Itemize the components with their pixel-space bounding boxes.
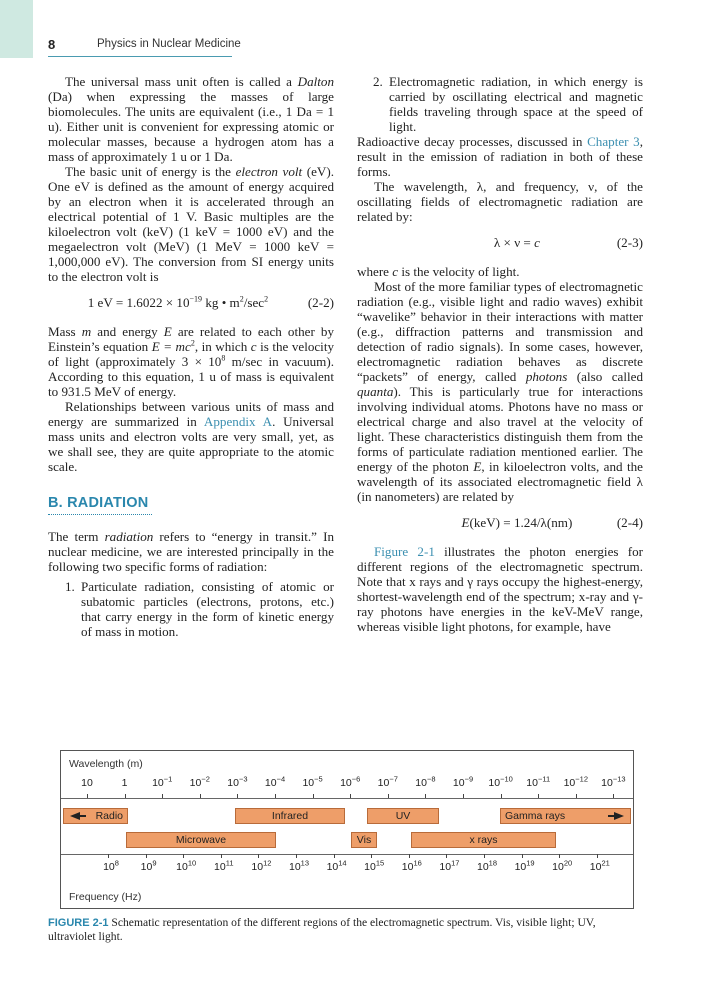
frequency-tick-mark	[371, 854, 372, 858]
band-uv: UV	[367, 808, 439, 824]
equation-2-2: 1 eV = $1.6022 \times 10^{-19}$ kg • $m^2/\sec^2$ (2-2)	[87, 294, 334, 310]
wavelength-tick-mark	[463, 794, 464, 798]
radiation-list-continued	[357, 74, 643, 134]
band-infrared: Infrared	[235, 808, 345, 824]
frequency-tick-label: $10^{11}$	[214, 858, 234, 873]
wavelength-tick-label: 1	[121, 777, 128, 789]
frequency-tick-mark	[559, 854, 560, 858]
wavelength-tick-label: $10^{-8}$	[415, 774, 436, 789]
frequency-axis-label: Frequency (Hz)	[69, 891, 142, 903]
wavelength-tick-label: $10^{-7}$	[377, 774, 398, 789]
running-head: Physics in Nuclear Medicine	[97, 38, 241, 50]
frequency-tick-label: $10^{12}$	[251, 858, 272, 873]
wavelength-tick-mark	[388, 794, 389, 798]
frequency-tick-label: $10^{15}$	[364, 858, 385, 873]
paragraph-electron-volt: The basic unit of energy is the electron volt (eV). One eV is defined as the amount of energy acquired by an electron when it is accelerated through an electrical potential of 1 V. Basic multiples are the kiloelectron volt (keV) (1 keV = 1000 eV) and the megaelectron volt (MeV) (1 MeV = 1000 keV = 1,000,000 eV). The conversion from SI energy units to the electron volt is	[48, 164, 334, 284]
band-x-rays: x rays	[411, 832, 556, 848]
paragraph-velocity: where c is the velocity of light.	[357, 264, 520, 279]
frequency-tick-mark	[258, 854, 259, 858]
appendix-a-link[interactable]: Appendix A	[203, 414, 273, 429]
paragraph-radiation: The term radiation refers to “energy in transit.” In nuclear medicine, we are interested principally in the following two specific forms of radiation:	[48, 529, 334, 574]
wavelength-tick-label: $10^{-10}$	[488, 774, 513, 789]
list-item: 1. Particulate radiation, consisting of atomic or subatomic particles (electrons, protons, etc.) that carry energy in the form of kinetic energy of mass in motion.	[65, 579, 334, 639]
equation-2-4: E(keV) = 1.24/λ(nm) (2-4)	[461, 515, 643, 530]
frequency-tick-label: $10^9$	[140, 858, 157, 873]
frequency-tick-mark	[522, 854, 523, 858]
band-gamma-rays: Gamma rays	[500, 808, 631, 824]
right-column	[357, 74, 643, 634]
left-column	[48, 74, 334, 639]
wavelength-tick-mark	[275, 794, 276, 798]
caption-text: Schematic representation of the different regions of the electromagnetic spectrum. Vis, visible light; UV, ultraviolet light.	[48, 916, 596, 943]
wavelength-tick-label: $10^{-11}$	[526, 774, 551, 789]
frequency-tick-mark	[296, 854, 297, 858]
wavelength-tick-mark	[237, 794, 238, 798]
paragraph-wavelength: The wavelength, λ, and frequency, ν, of the oscillating fields of electromagnetic radiation are related by:	[357, 179, 643, 224]
paragraph-figure-ref: Figure 2-1 illustrates the photon energies for different regions of the electromagnetic spectrum. Note that x rays and γ rays occupy the highest-energy, shortest-wavelength end of the spectrum; x-ray and γ-ray photons have energies in the keV-MeV range, whereas visible light photons, for example, have	[357, 544, 643, 634]
section-heading-radiation: B. RADIATION	[48, 495, 149, 511]
frequency-tick-mark	[108, 854, 109, 858]
wavelength-tick-mark	[425, 794, 426, 798]
wavelength-tick-mark	[613, 794, 614, 798]
paragraph-relationships: Relationships between various units of mass and energy are summarized in Appendix A. Universal mass units and electron volts are very small, yet, as we shall see, they are quite appropriate to the atomic scale.	[48, 399, 335, 474]
wavelength-tick-mark	[313, 794, 314, 798]
frequency-tick-label: $10^{13}$	[288, 858, 310, 873]
wavelength-tick-mark	[501, 794, 502, 798]
frequency-tick-label: $10^{19}$	[514, 858, 535, 873]
list-item: 2. Electromagnetic radiation, in which energy is carried by oscillating electrical and magnetic fields traveling through space at the speed of light.	[373, 74, 643, 134]
frequency-axis-line	[61, 854, 633, 855]
frequency-tick-mark	[484, 854, 485, 858]
frequency-tick-mark	[183, 854, 184, 858]
band-radio: Radio	[63, 808, 128, 824]
frequency-tick-mark	[221, 854, 222, 858]
chapter-3-link[interactable]: Chapter 3	[587, 134, 640, 149]
figure-caption	[48, 916, 644, 944]
chapter-tab	[0, 0, 33, 58]
wavelength-axis-line	[61, 798, 633, 799]
wavelength-tick-label: $10^{-3}$	[227, 774, 248, 789]
frequency-tick-mark	[597, 854, 598, 858]
wavelength-tick-label: $10^{-1}$	[152, 774, 173, 789]
wavelength-tick-mark	[125, 794, 126, 798]
wavelength-tick-label: $10^{-6}$	[340, 774, 361, 789]
section-rule	[48, 514, 152, 515]
wavelength-tick-label: 10	[81, 777, 93, 789]
band-microwave: Microwave	[126, 832, 276, 848]
wavelength-tick-mark	[538, 794, 539, 798]
frequency-tick-label: $10^{10}$	[176, 858, 197, 873]
frequency-tick-label: $10^{17}$	[439, 858, 460, 873]
wavelength-tick-label: $10^{-4}$	[264, 774, 286, 789]
wavelength-tick-mark	[87, 794, 88, 798]
wavelength-tick-mark	[350, 794, 351, 798]
wavelength-axis-label: Wavelength (m)	[69, 758, 143, 770]
page-number: 8	[48, 37, 56, 52]
frequency-tick-label: $10^{18}$	[476, 858, 498, 873]
frequency-tick-mark	[446, 854, 447, 858]
header-rule	[48, 56, 232, 57]
frequency-tick-label: $10^{20}$	[552, 858, 573, 873]
wavelength-tick-label: $10^{-13}$	[601, 774, 626, 789]
wavelength-tick-label: $10^{-2}$	[189, 774, 210, 789]
wavelength-tick-label: $10^{-12}$	[563, 774, 589, 789]
frequency-tick-label: $10^8$	[103, 858, 119, 873]
wavelength-tick-label: $10^{-5}$	[302, 774, 323, 789]
wavelength-tick-mark	[162, 794, 163, 798]
wavelength-tick-mark	[576, 794, 577, 798]
band-vis: Vis	[351, 832, 377, 848]
frequency-tick-mark	[334, 854, 335, 858]
figure-2-1-link[interactable]: Figure 2-1	[374, 544, 435, 559]
paragraph-decay: Radioactive decay processes, discussed in Chapter 3, result in the emission of radiation in both of these forms.	[357, 134, 643, 179]
radiation-list	[48, 579, 334, 639]
caption-label: FIGURE 2-1	[48, 917, 109, 929]
frequency-tick-mark	[146, 854, 147, 858]
paragraph-einstein: Mass m and energy E are related to each other by Einstein’s equation $E = mc^2$, in which c is the velocity of light (approximately $3 \times 10^8$ m/sec in vacuum). According to this equation, 1 u of mass is equivalent to 931.5 MeV of energy.	[48, 324, 335, 399]
frequency-tick-label: $10^{14}$	[326, 858, 347, 873]
equation-2-3: λ × ν = c (2-3)	[493, 235, 643, 250]
frequency-tick-mark	[409, 854, 410, 858]
wavelength-tick-mark	[200, 794, 201, 798]
frequency-tick-label: $10^{16}$	[401, 858, 422, 873]
wavelength-tick-label: $10^{-9}$	[452, 774, 474, 789]
frequency-tick-label: $10^{21}$	[589, 858, 610, 873]
spectrum-figure	[60, 750, 634, 909]
paragraph-dalton: The universal mass unit often is called a Dalton (Da) when expressing the masses of large biomolecules. The units are equivalent (i.e., 1 Da = 1 u). Either unit is convenient for expressing atomic or molecular masses, because a hydrogen atom has a mass of approximately 1 u or 1 Da.	[48, 74, 334, 164]
paragraph-photons: Most of the more familiar types of electromagnetic radiation (e.g., visible light and radio waves) exhibit “wavelike” behavior in their interactions with matter (e.g., diffraction patterns and transmission and detection of radio signals). In some cases, however, electromagnetic radiation behaves as discrete “packets” of energy, called photons (also called quanta). This is particularly true for interactions involving individual atoms. Photons have no mass or electrical charge and also travel at the velocity of light. These characteristics distinguish them from the forms of particulate radiation mentioned earlier. The energy of the photon E, in kiloelectron volts, and the wavelength of its associated electromagnetic field λ (in nanometers) are related by	[357, 279, 643, 504]
